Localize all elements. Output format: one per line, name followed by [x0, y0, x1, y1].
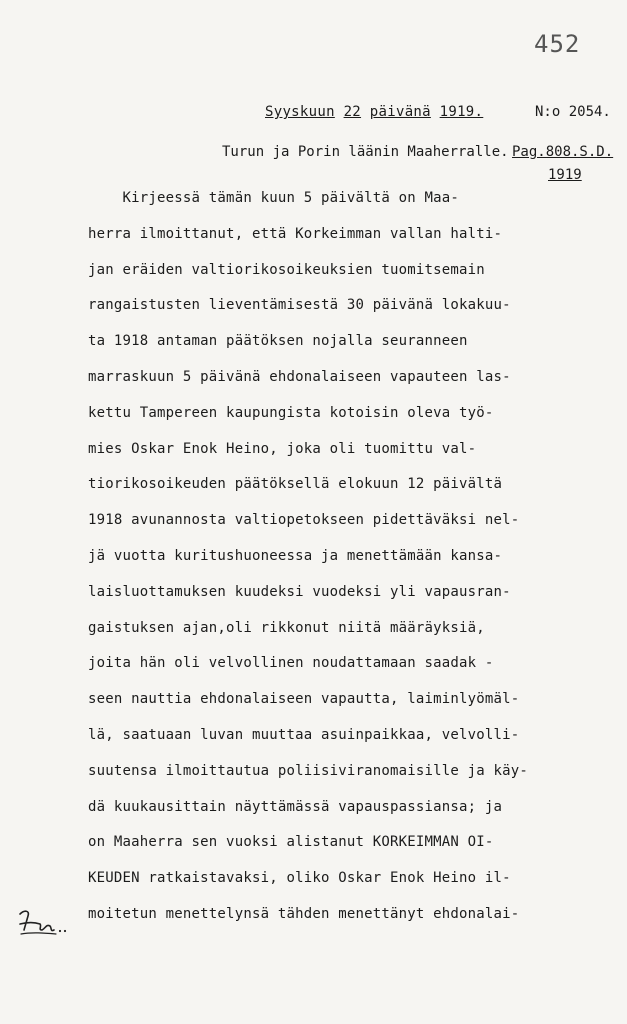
body-line: rangaistusten lieventämisestä 30 päivänä lokakuu- [88, 297, 511, 314]
body-line: mies Oskar Enok Heino, joka oli tuomittu val- [88, 440, 477, 457]
body-line: marraskuun 5 päivänä ehdonalaiseen vapauteen las- [88, 368, 511, 385]
body-line: dä kuukausittain näyttämässä vapauspassiansa; ja [88, 798, 503, 815]
body-line: moitetun menettelynsä tähden menettänyt ehdonalai- [88, 905, 520, 922]
reference-number: N:o 2054. [535, 104, 611, 120]
date-day: 22 [343, 104, 362, 120]
body-line: on Maaherra sen vuoksi alistanut KORKEIMMAN OI- [88, 834, 494, 851]
body-line: laisluottamuksen kuudeksi vuodeksi yli vapausran- [88, 583, 511, 600]
handwritten-initial-mark [18, 908, 72, 942]
body-line: tiorikosoikeuden päätöksellä elokuun 12 päivältä [88, 476, 503, 493]
date-day-word: päivänä [369, 104, 431, 120]
page-number: 452 [534, 30, 581, 58]
body-line: herra ilmoittanut, että Korkeimman vallan halti- [88, 225, 503, 242]
date-month: Syyskuun [265, 104, 335, 120]
body-line: joita hän oli velvollinen noudattamaan saadak - [88, 655, 494, 672]
date-year: 1919. [439, 104, 484, 120]
dateline [265, 104, 483, 120]
letter-body [88, 181, 529, 933]
body-line: ta 1918 antaman päätöksen nojalla seuranneen [88, 333, 468, 350]
addressee: Turun ja Porin läänin Maaherralle. [222, 144, 509, 160]
reference-page: Pag.808.S.D. [512, 144, 614, 160]
reference-year: 1919 [548, 167, 582, 183]
body-line: jä vuotta kuritushuoneessa ja menettämään kansa- [88, 547, 503, 564]
body-line: lä, saatuaan luvan muuttaa asuinpaikkaa, velvolli- [88, 726, 520, 743]
body-line: seen nauttia ehdonalaiseen vapautta, laiminlyömäl- [88, 691, 520, 708]
body-line: kettu Tampereen kaupungista kotoisin oleva työ- [88, 404, 494, 421]
body-line: jan eräiden valtiorikosoikeuksien tuomitsemain [88, 261, 485, 278]
body-line: KEUDEN ratkaistavaksi, oliko Oskar Enok Heino il- [88, 870, 511, 887]
body-line: Kirjeessä tämän kuun 5 päivältä on Maa- [88, 190, 460, 206]
body-line: 1918 avunannosta valtiopetokseen pidettäväksi nel- [88, 512, 520, 529]
body-line: gaistuksen ajan,oli rikkonut niitä määräyksiä, [88, 619, 485, 636]
body-line: suutensa ilmoittautua poliisiviranomaisille ja käy- [88, 762, 529, 779]
